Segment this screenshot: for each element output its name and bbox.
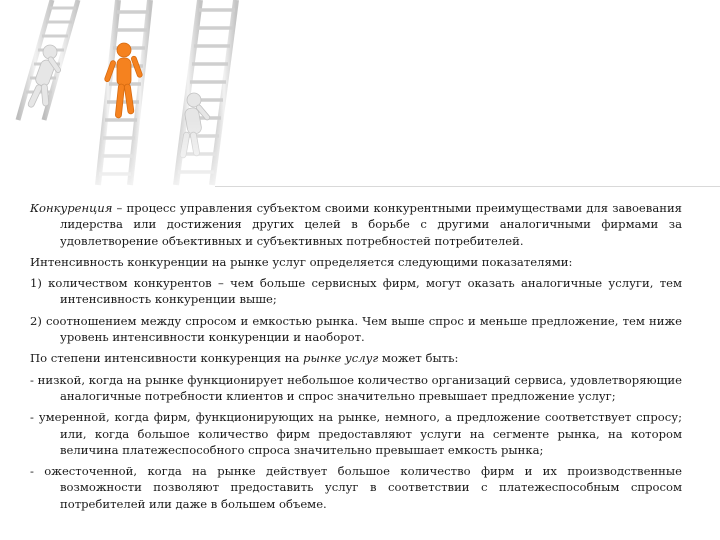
list-item-fierce: - ожесточенной, когда на рынке действует большое количество фирм и их производственные возможности позволяют предоставить услуг в соответствии с платежеспособным спросом потребителей или даже в большем объеме.: [30, 464, 682, 511]
degree-intro-emphasis: рынке услуг: [303, 351, 379, 366]
degree-intro-before: По степени интенсивности конкуренция на: [30, 351, 304, 366]
paragraph-definition: [30, 200, 682, 249]
paragraph-degree-intro: [30, 350, 682, 366]
degree-intro-after: может быть:: [378, 351, 459, 366]
list-item-1: 1) количеством конкурентов – чем больше сервисных фирм, могут оказать аналогичные услуги, тем интенсивность конкуренции выше;: [30, 276, 682, 307]
list-item-low: - низкой, когда на рынке функционирует небольшое количество организаций сервиса, удовлетворяющие аналогичные потребности клиентов и спрос значительно превышает предложение услуг;: [30, 372, 682, 403]
term-competition: Конкуренция: [30, 201, 113, 215]
paragraph-intensity-intro: Интенсивность конкуренции на рынке услуг определяется следующими показателями:: [30, 254, 573, 269]
list-item-moderate: - умеренной, когда фирм, функционирующих на рынке, немного, а предложение соответствует спросу; или, когда большое количество фирм предоставляют услуги на сегменте рынка, на котором величина платежеспособного спроса значительно превышает емкость рынка;: [30, 410, 682, 457]
list-item-2: 2) соотношением между спросом и емкостью рынка. Чем выше спрос и меньше предложение, тем ниже уровень интенсивности конкуренции и наоборот.: [30, 313, 682, 345]
document-body: [30, 200, 682, 517]
definition-text: – процесс управления субъектом своими конкурентными преимуществами для завоевания лидерства или достижения других целей в борьбе с другими аналогичными фирмами за удовлетворение объективных и субъективных потребностей потребителей.: [60, 201, 682, 248]
header-divider: [215, 186, 720, 187]
ladder-climbers-icon: [0, 0, 240, 190]
